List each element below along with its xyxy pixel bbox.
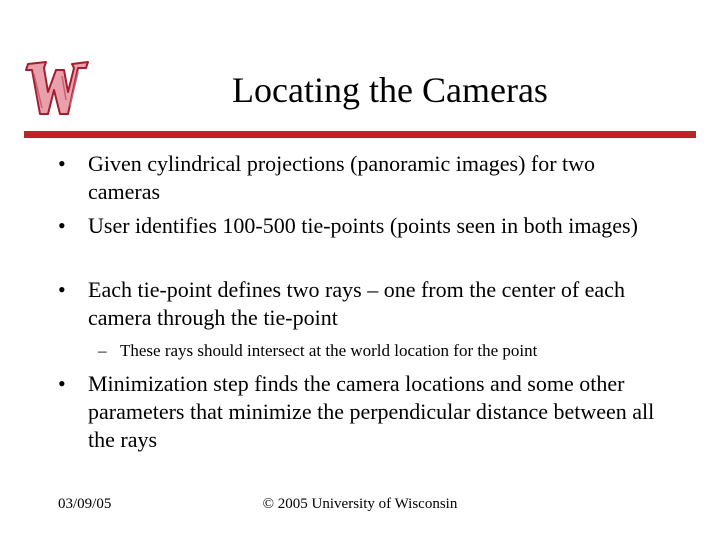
slide-title: Locating the Cameras xyxy=(232,70,548,110)
bullet-marker: • xyxy=(58,371,66,396)
bullet-marker: • xyxy=(58,277,66,302)
sub-bullet-marker: – xyxy=(98,341,107,360)
sub-bullet-text: These rays should intersect at the world location for the point xyxy=(120,341,538,360)
bullet-item xyxy=(58,370,658,454)
footer-date: 03/09/05 xyxy=(58,496,112,512)
bullet-item xyxy=(58,212,658,240)
bullet-text: Given cylindrical projections (panoramic images) for two cameras xyxy=(88,151,596,204)
footer-copyright: © 2005 University of Wisconsin xyxy=(262,496,458,512)
bullet-marker: • xyxy=(58,213,66,238)
bullet-text: Minimization step finds the camera locations and some other parameters that minimize the perpendicular distance between all the rays xyxy=(88,371,655,452)
uw-motion-w-logo-icon xyxy=(22,56,94,120)
bullet-marker: • xyxy=(58,151,66,176)
bullet-item xyxy=(58,150,658,206)
title-underline xyxy=(24,131,696,138)
bullet-item xyxy=(58,276,658,332)
bullet-text: Each tie-point defines two rays – one from the center of each camera through the tie-point xyxy=(88,277,625,330)
bullet-text: User identifies 100-500 tie-points (points seen in both images) xyxy=(88,213,638,238)
sub-bullet-item xyxy=(98,340,658,362)
